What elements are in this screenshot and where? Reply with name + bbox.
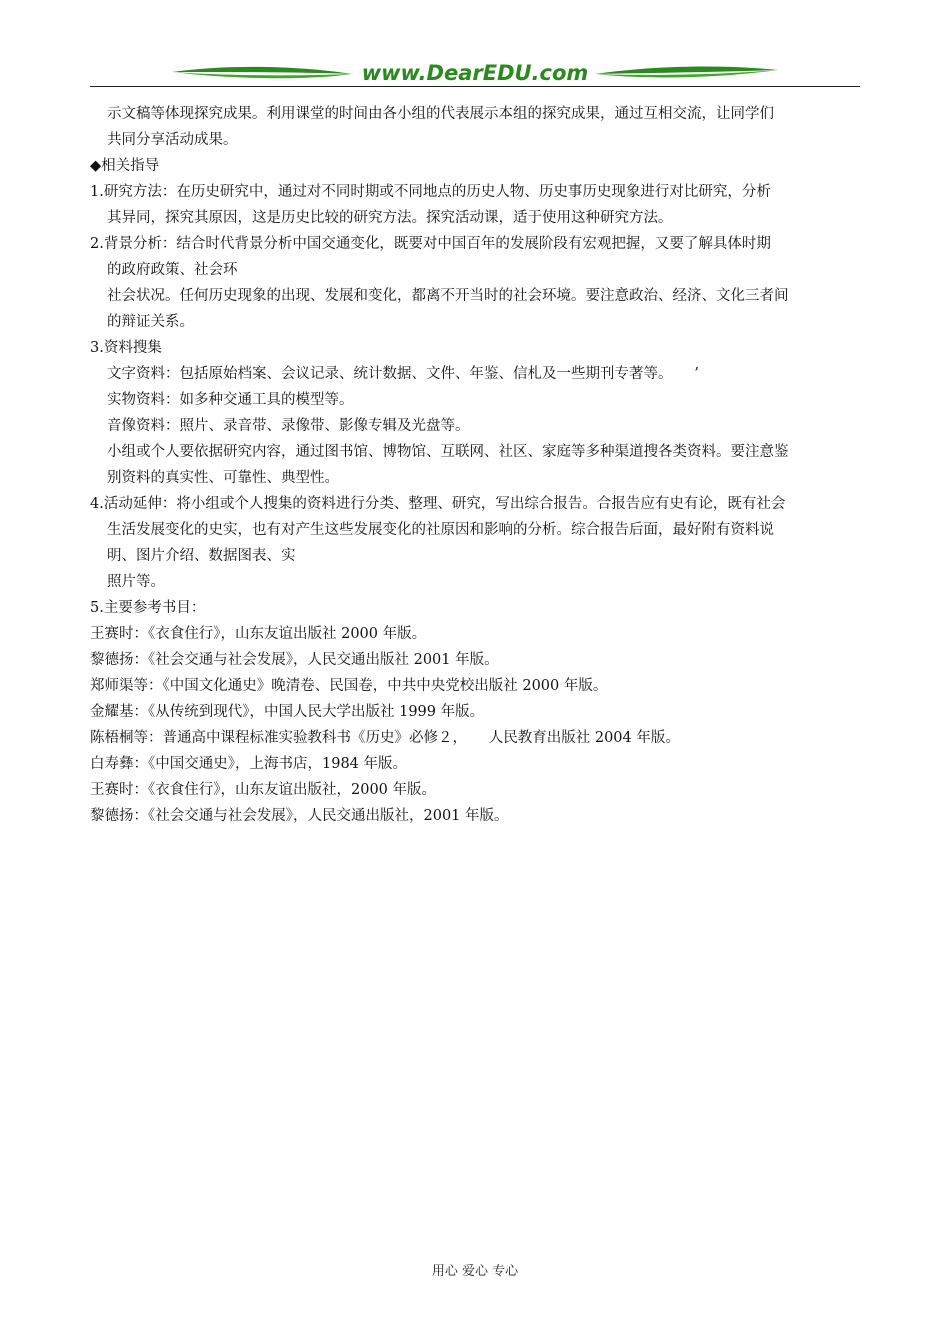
paragraph-line: 文字资料：包括原始档案、会议记录、统计数据、文件、年鉴、信札及一些期刊专著等。 ’	[107, 366, 699, 382]
paragraph-line: 5.主要参考书目：	[90, 600, 206, 616]
paragraph-line: 其异同，探究其原因，这是历史比较的研究方法。探究活动课，适于使用这种研究方法。	[107, 210, 673, 226]
paragraph-line: 实物资料：如多种交通工具的模型等。	[107, 392, 354, 408]
document-body	[90, 101, 862, 829]
paragraph-line: 1.研究方法：在历史研究中，通过对不同时期或不同地点的历史人物、历史事历史现象进行对比研究，分析	[90, 184, 771, 200]
site-logo: www.DearEDU.com	[361, 61, 589, 85]
reference-item: 黎德扬：《社会交通与社会发展》，人民交通出版社 2001 年版。	[90, 652, 499, 668]
paragraph-line: 小组或个人要依据研究内容，通过图书馆、博物馆、互联网、社区、家庭等多种渠道搜各类资料。要注意鉴	[107, 444, 789, 460]
header-rule	[90, 86, 860, 87]
reference-item: 郑师渠等：《中国文化通史》晚清卷、民国卷，中共中央党校出版社 2000 年版。	[90, 678, 608, 694]
paragraph-line: 别资料的真实性、可靠性、典型性。	[107, 470, 339, 486]
paragraph-line: 4.活动延伸：将小组或个人搜集的资料进行分类、整理、研究，写出综合报告。合报告应有史有论，既有社会	[90, 496, 786, 512]
reference-item: 白寿彝：《中国交通史》，上海书店，1984 年版。	[90, 756, 408, 772]
paragraph-line: 共同分享活动成果。	[107, 132, 238, 148]
page-header	[90, 58, 860, 90]
reference-item: 王赛时：《衣食住行》，山东友谊出版社，2000 年版。	[90, 782, 437, 798]
paragraph-line: 3.资料搜集	[90, 340, 162, 356]
paragraph-line: 2.背景分析：结合时代背景分析中国交通变化，既要对中国百年的发展阶段有宏观把握，又要了解具体时期	[90, 236, 771, 252]
paragraph-line: 社会状况。任何历史现象的出现、发展和变化，都离不开当时的社会环境。要注意政治、经济、文化三者间	[107, 288, 789, 304]
paragraph-line: 明、图片介绍、数据图表、实	[107, 548, 296, 564]
paragraph-line: 音像资料：照片、录音带、录像带、影像专辑及光盘等。	[107, 418, 470, 434]
reference-item: 黎德扬：《社会交通与社会发展》，人民交通出版社，2001 年版。	[90, 808, 509, 824]
left-swoosh-icon	[172, 67, 352, 74]
diamond-icon: ◆	[90, 158, 102, 174]
reference-item: 王赛时：《衣食住行》，山东友谊出版社 2000 年版。	[90, 626, 427, 642]
header-banner	[90, 58, 860, 88]
paragraph-line: 生活发展变化的史实，也有对产生这些发展变化的社原因和影响的分析。综合报告后面，最好附有资料说	[107, 522, 774, 538]
paragraph-line: 照片等。	[107, 574, 165, 590]
section-title: 相关指导	[101, 158, 160, 174]
reference-item: 金耀基：《从传统到现代》，中国人民大学出版社 1999 年版。	[90, 704, 485, 720]
section-heading	[90, 153, 862, 179]
paragraph-line: 的政府政策、社会环	[107, 262, 238, 278]
reference-item: 陈梧桐等：普通高中课程标准实验教科书《历史》必修２， 人民教育出版社 2004 年版。	[90, 730, 680, 746]
page-footer: 用心 爱心 专心	[431, 1264, 519, 1279]
paragraph-line: 的辩证关系。	[107, 314, 194, 330]
paragraph-line: 示文稿等体现探究成果。利用课堂的时间由各小组的代表展示本组的探究成果，通过互相交流，让同学们	[107, 106, 774, 122]
